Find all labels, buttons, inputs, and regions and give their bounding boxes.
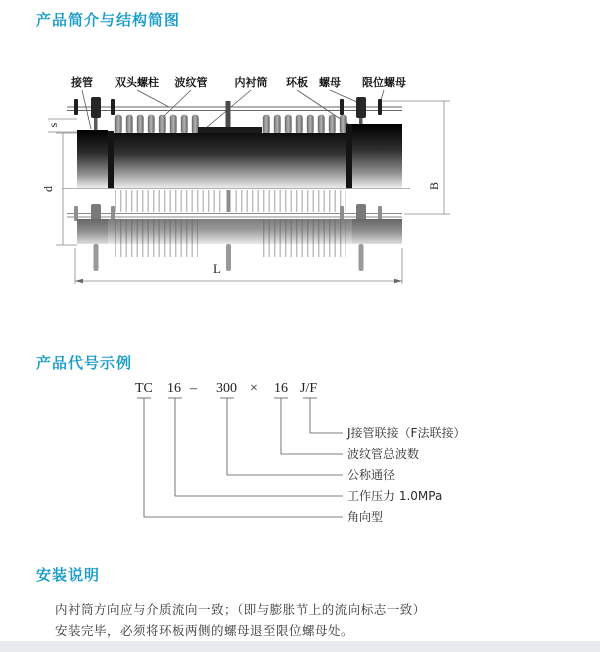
expansion-joint-structure-diagram	[30, 60, 470, 300]
install-instruction-line-1: 内衬筒方向应与介质流向一致；（即与膨胀节上的流向标志一致）	[55, 602, 426, 617]
tie-rod-top	[67, 107, 402, 111]
dim-label-s: s	[46, 122, 60, 128]
callout-wave-count: 波纹管总波数	[347, 447, 420, 461]
code-part-times: ×	[250, 381, 258, 396]
install-section-title: 安装说明	[36, 566, 101, 584]
pipe-end-left	[77, 130, 108, 189]
ring-plate-left	[108, 131, 114, 189]
code-section-title: 产品代号示例	[36, 354, 133, 372]
code-part-diameter: 300	[216, 381, 237, 396]
dim-label-L: L	[213, 261, 221, 276]
callout-working-pressure: 工作压力 1.0MPa	[347, 489, 443, 503]
dim-label-d: d	[41, 186, 55, 192]
part-label-ring-plate: 环板	[286, 76, 308, 89]
dimension-s	[46, 119, 77, 132]
part-label-bellows: 波纹管	[174, 76, 208, 89]
part-label-limit-nut: 限位螺母	[362, 76, 406, 89]
inner-liner-edge	[198, 127, 262, 134]
pipe-end-right	[352, 124, 402, 189]
callout-connection-type: J接管联接（F法联接）	[347, 426, 466, 440]
code-part-pressure: 16	[167, 381, 181, 396]
code-callout-lines	[120, 390, 360, 530]
footer-bar	[0, 641, 600, 652]
part-label-double-end-stud: 双头螺柱	[115, 76, 159, 89]
bottom-half	[67, 190, 402, 271]
dimension-d	[41, 133, 77, 245]
diagram-part-labels	[70, 75, 406, 89]
install-instruction-line-2: 安装完毕，必须将环板两侧的螺母退至限位螺母处。	[55, 623, 355, 638]
code-part-dash: –	[190, 381, 197, 396]
intro-section-title: 产品简介与结构简图	[36, 11, 181, 29]
part-label-connecting-pipe: 接管	[71, 76, 93, 89]
callout-angular-type: 角向型	[347, 510, 384, 524]
callout-nominal-diameter: 公称通径	[347, 468, 396, 482]
ring-plate-right	[346, 124, 352, 189]
bellows-shell	[114, 133, 347, 189]
code-part-waves: 16	[274, 381, 288, 396]
code-part-connection: J/F	[300, 381, 318, 396]
part-label-nut: 螺母	[319, 76, 341, 89]
code-part-type: TC	[135, 381, 153, 396]
part-label-inner-liner: 内衬筒	[234, 76, 268, 89]
dim-label-B: B	[427, 181, 441, 191]
